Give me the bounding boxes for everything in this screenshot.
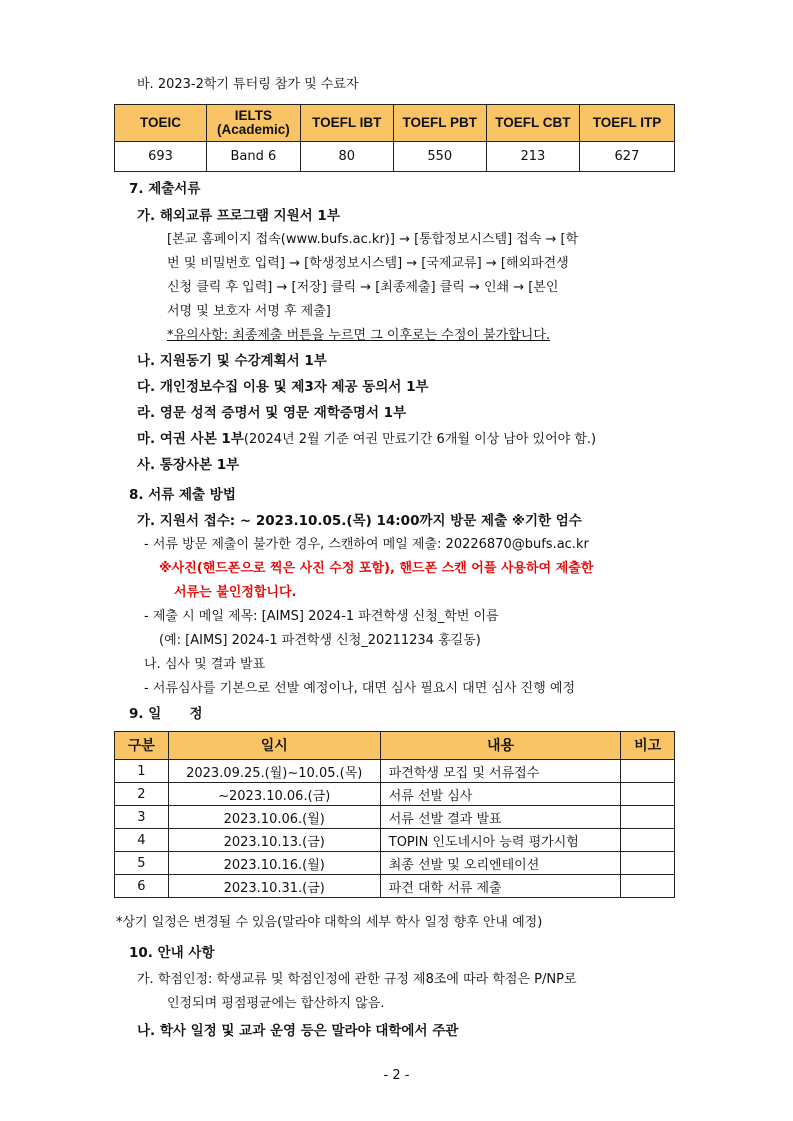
score-header-toefl-itp: TOEFL ITP	[579, 105, 674, 142]
schedule-header-row	[115, 732, 675, 760]
score-header-toefl-pbt: TOEFL PBT	[393, 105, 486, 142]
section-10-title: 10. 안내 사항	[129, 945, 215, 961]
score-value-toefl-cbt: 213	[486, 142, 579, 172]
score-value-toefl-pbt: 550	[393, 142, 486, 172]
section-8-item-ga: 가. 지원서 접수: ~ 2023.10.05.(목) 14:00까지 방문 제출 ※기한 엄수	[137, 513, 582, 529]
section-8-warning-line-1: ※사진(핸드폰으로 찍은 사진 수정 포함), 핸드폰 스캔 어플 사용하여 제출한	[159, 561, 594, 576]
section-8-example-line: (예: [AIMS] 2024-1 파견학생 신청_20211234 홍길동)	[159, 633, 481, 648]
section-10-ga-line-1: 가. 학점인정: 학생교류 및 학점인정에 관한 규정 제8조에 따라 학점은 P/NP로	[137, 972, 577, 987]
section-8-item-na: 나. 심사 및 결과 발표	[144, 657, 266, 672]
schedule-note	[621, 783, 675, 806]
schedule-date: 2023.10.31.(금)	[168, 875, 380, 898]
schedule-content: 파견학생 모집 및 서류접수	[380, 760, 621, 783]
schedule-date: 2023.10.13.(금)	[168, 829, 380, 852]
schedule-content: 서류 선발 결과 발표	[380, 806, 621, 829]
schedule-no: 4	[115, 829, 169, 852]
schedule-no: 2	[115, 783, 169, 806]
score-value-toeic: 693	[115, 142, 207, 172]
table-row	[115, 829, 675, 852]
table-row	[115, 783, 675, 806]
section-8-review-line: - 서류심사를 기본으로 선발 예정이나, 대면 심사 필요시 대면 심사 진행 예정	[144, 681, 576, 696]
score-value-toefl-ibt: 80	[300, 142, 393, 172]
section-7-item-ga: 가. 해외교류 프로그램 지원서 1부	[137, 208, 340, 224]
tutoring-heading: 바. 2023-2학기 튜터링 참가 및 수료자	[137, 77, 359, 92]
schedule-note	[621, 875, 675, 898]
page-number: - 2 -	[383, 1068, 410, 1083]
schedule-date: ~2023.10.06.(금)	[168, 783, 380, 806]
score-header-toefl-cbt: TOEFL CBT	[486, 105, 579, 142]
table-row	[115, 852, 675, 875]
schedule-content: 파견 대학 서류 제출	[380, 875, 621, 898]
schedule-note	[621, 852, 675, 875]
section-10-ga-line-2: 인정되며 평점평균에는 합산하지 않음.	[167, 996, 385, 1011]
section-8-title: 8. 서류 제출 방법	[129, 487, 236, 503]
section-7-item-ma-rest: (2024년 2월 기준 여권 만료기간 6개월 이상 남아 있어야 함.)	[243, 432, 597, 447]
schedule-content: 서류 선발 심사	[380, 783, 621, 806]
schedule-table	[114, 731, 675, 898]
table-row	[115, 806, 675, 829]
schedule-note	[621, 760, 675, 783]
schedule-content: 최종 선발 및 오리엔테이션	[380, 852, 621, 875]
section-8-subject-line: - 제출 시 메일 제목: [AIMS] 2024-1 파견학생 신청_학번 이름	[144, 609, 499, 624]
score-header-row	[115, 105, 675, 142]
schedule-date: 2023.09.25.(월)~10.05.(목)	[168, 760, 380, 783]
schedule-no: 5	[115, 852, 169, 875]
score-header-toeic: TOEIC	[115, 105, 207, 142]
section-10-item-na: 나. 학사 일정 및 교과 운영 등은 말라야 대학에서 주관	[137, 1023, 459, 1039]
schedule-header-content: 내용	[380, 732, 621, 760]
section-7-ga-note: *유의사항: 최종제출 버튼을 누르면 그 이후로는 수정이 불가합니다.	[167, 328, 551, 343]
schedule-header-date: 일시	[168, 732, 380, 760]
section-7-ga-line-3: 신청 클릭 후 입력] → [저장] 클릭 → [최종제출] 클릭 → 인쇄 → [본인	[167, 280, 559, 295]
section-9-title: 9. 일 정	[129, 706, 203, 722]
section-7-item-ma	[137, 430, 596, 449]
schedule-no: 3	[115, 806, 169, 829]
section-8-warning-line-2: 서류는 불인정합니다.	[174, 585, 297, 600]
schedule-content: TOPIN 인도네시아 능력 평가시험	[380, 829, 621, 852]
score-table	[114, 104, 675, 172]
schedule-date: 2023.10.06.(월)	[168, 806, 380, 829]
section-7-item-sa: 사. 통장사본 1부	[137, 457, 240, 473]
score-value-ielts: Band 6	[207, 142, 301, 172]
section-7-item-na: 나. 지원동기 및 수강계획서 1부	[137, 353, 327, 369]
score-value-toefl-itp: 627	[579, 142, 674, 172]
section-7-ga-line-1: [본교 홈페이지 접속(www.bufs.ac.kr)] → [통합정보시스템] 접속 → [학	[167, 232, 579, 247]
section-7-item-ra: 라. 영문 성적 증명서 및 영문 재학증명서 1부	[137, 405, 407, 421]
section-7-ga-line-2: 번 및 비밀번호 입력] → [학생정보시스템] → [국제교류] → [해외파견생	[167, 256, 569, 271]
score-value-row	[115, 142, 675, 172]
score-header-ielts: IELTS (Academic)	[207, 105, 301, 142]
section-7-title: 7. 제출서류	[129, 181, 201, 197]
score-header-toefl-ibt: TOEFL IBT	[300, 105, 393, 142]
schedule-date: 2023.10.16.(월)	[168, 852, 380, 875]
schedule-no: 1	[115, 760, 169, 783]
table-row	[115, 875, 675, 898]
section-7-item-ma-bold: 마. 여권 사본 1부	[137, 431, 244, 447]
section-7-ga-line-4: 서명 및 보호자 서명 후 제출]	[167, 304, 331, 319]
section-8-email-line: - 서류 방문 제출이 불가한 경우, 스캔하여 메일 제출: 20226870@bufs.ac.kr	[144, 537, 589, 552]
schedule-no: 6	[115, 875, 169, 898]
schedule-header-note: 비고	[621, 732, 675, 760]
schedule-note	[621, 829, 675, 852]
section-7-item-da: 다. 개인정보수집 이용 및 제3자 제공 동의서 1부	[137, 379, 429, 395]
schedule-note	[621, 806, 675, 829]
schedule-header-no: 구분	[115, 732, 169, 760]
table-row	[115, 760, 675, 783]
schedule-footnote: *상기 일정은 변경될 수 있음(말라야 대학의 세부 학사 일정 향후 안내 예정)	[116, 915, 543, 930]
